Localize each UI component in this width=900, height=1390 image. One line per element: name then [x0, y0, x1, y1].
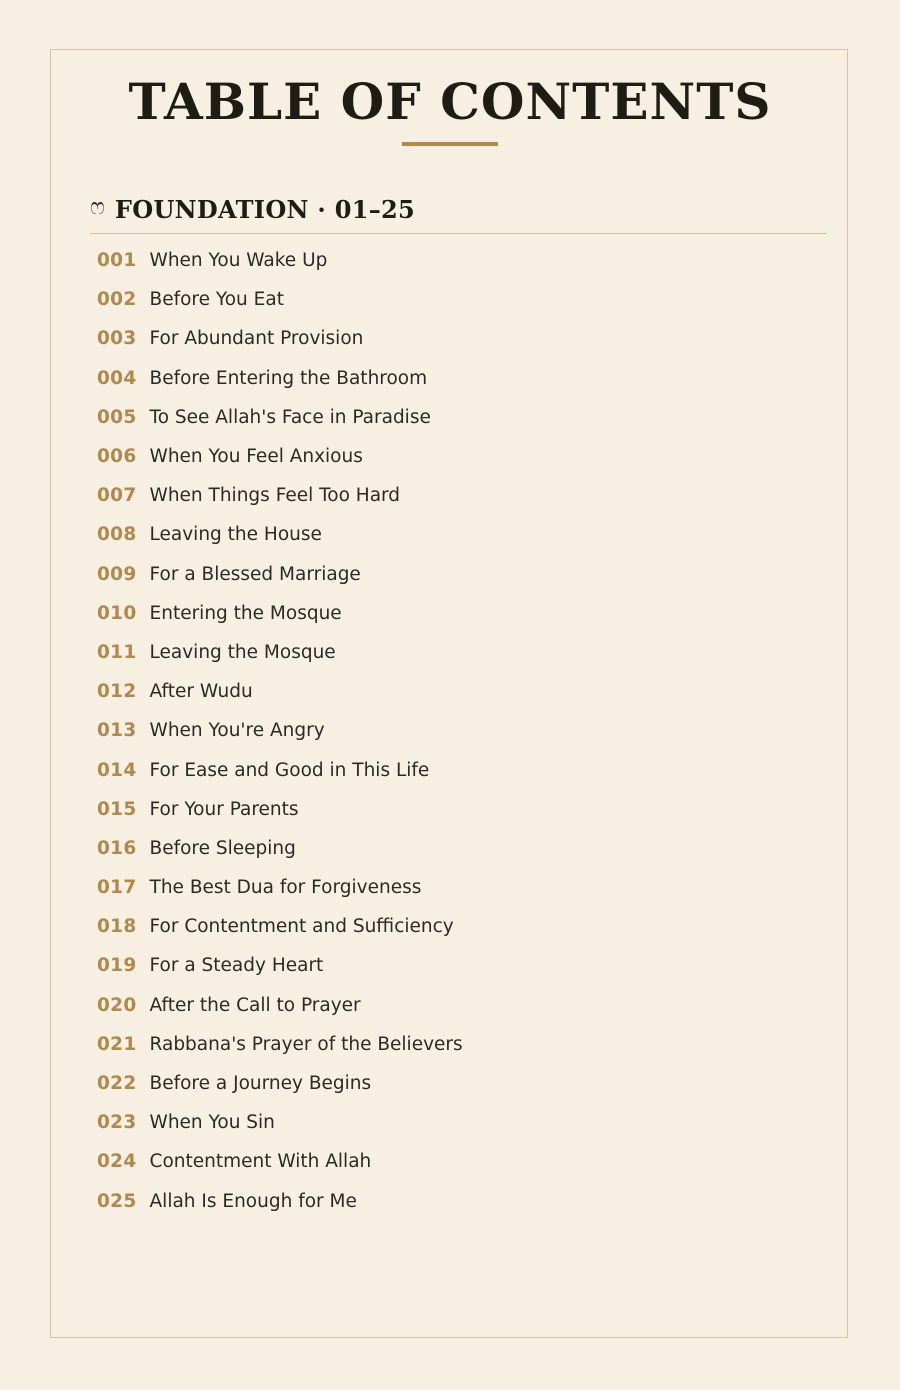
toc-entry-title: For Ease and Good in This Life [149, 759, 430, 781]
toc-entry[interactable] [97, 437, 463, 476]
toc-entry[interactable] [97, 280, 463, 319]
toc-entry[interactable] [97, 829, 463, 868]
toc-entry[interactable] [97, 1025, 463, 1064]
toc-entry[interactable] [97, 750, 463, 789]
toc-entry[interactable] [97, 555, 463, 594]
page-title: TABLE OF CONTENTS [128, 72, 772, 131]
toc-entry-title: After Wudu [149, 681, 253, 703]
toc-entry-number: 014 [97, 759, 137, 781]
toc-entry[interactable] [97, 790, 463, 829]
toc-entry-number: 007 [97, 485, 137, 507]
section-divider [90, 233, 827, 234]
toc-entry[interactable] [97, 711, 463, 750]
toc-entry-number: 017 [97, 877, 137, 899]
toc-entry-number: 006 [97, 446, 137, 468]
toc-entry-number: 020 [97, 994, 137, 1016]
toc-entry-number: 012 [97, 681, 137, 703]
toc-entry-number: 003 [97, 328, 137, 350]
toc-entry-number: 021 [97, 1033, 137, 1055]
toc-entry[interactable] [97, 359, 463, 398]
toc-entry[interactable] [97, 1142, 463, 1181]
toc-entry-number: 002 [97, 289, 137, 311]
toc-entry-number: 001 [97, 250, 137, 272]
toc-entry[interactable] [97, 398, 463, 437]
toc-entry-title: When You Feel Anxious [149, 446, 363, 468]
toc-entry-title: Allah Is Enough for Me [149, 1190, 357, 1212]
toc-entry[interactable] [97, 672, 463, 711]
toc-entry-number: 025 [97, 1190, 137, 1212]
toc-entry[interactable] [97, 241, 463, 280]
toc-entry-title: When You Wake Up [149, 250, 328, 272]
toc-entry-title: When Things Feel Too Hard [149, 485, 401, 507]
toc-entry[interactable] [97, 594, 463, 633]
toc-entry-title: Before You Eat [149, 289, 284, 311]
toc-list [97, 241, 463, 1221]
toc-entry[interactable] [97, 1182, 463, 1221]
title-underline [402, 142, 498, 146]
toc-entry-number: 011 [97, 641, 137, 663]
toc-entry-number: 013 [97, 720, 137, 742]
toc-entry-title: To See Allah's Face in Paradise [149, 406, 431, 428]
toc-entry-number: 010 [97, 602, 137, 624]
toc-entry-number: 015 [97, 798, 137, 820]
toc-entry-title: Contentment With Allah [149, 1151, 372, 1173]
toc-entry-number: 019 [97, 955, 137, 977]
toc-entry-number: 016 [97, 837, 137, 859]
toc-entry-title: For Contentment and Sufficiency [149, 916, 454, 938]
toc-entry-title: Before Sleeping [149, 837, 296, 859]
toc-entry-number: 023 [97, 1112, 137, 1134]
toc-entry[interactable] [97, 476, 463, 515]
toc-entry-title: When You're Angry [149, 720, 325, 742]
toc-entry-title: Entering the Mosque [149, 602, 342, 624]
toc-entry-title: The Best Dua for Forgiveness [149, 877, 422, 899]
toc-entry-title: For a Blessed Marriage [149, 563, 361, 585]
toc-entry-title: Leaving the House [149, 524, 322, 546]
toc-entry[interactable] [97, 319, 463, 358]
toc-entry-title: Rabbana's Prayer of the Believers [149, 1033, 463, 1055]
section-title: FOUNDATION · 01–25 [114, 194, 416, 224]
toc-entry-title: For Abundant Provision [149, 328, 364, 350]
toc-entry[interactable] [97, 633, 463, 672]
scroll-flourish-icon: ෆ [90, 195, 105, 220]
toc-entry[interactable] [97, 515, 463, 554]
toc-entry-title: Leaving the Mosque [149, 641, 336, 663]
toc-entry[interactable] [97, 946, 463, 985]
toc-entry[interactable] [97, 1064, 463, 1103]
toc-entry[interactable] [97, 986, 463, 1025]
toc-entry-title: For Your Parents [149, 798, 299, 820]
toc-entry[interactable] [97, 1103, 463, 1142]
toc-entry-title: For a Steady Heart [149, 955, 324, 977]
section-header [90, 192, 415, 226]
toc-entry-number: 008 [97, 524, 137, 546]
toc-entry-title: When You Sin [149, 1112, 275, 1134]
toc-entry-number: 004 [97, 367, 137, 389]
toc-entry-number: 005 [97, 406, 137, 428]
toc-entry-number: 024 [97, 1151, 137, 1173]
toc-entry-number: 009 [97, 563, 137, 585]
toc-entry-title: Before Entering the Bathroom [149, 367, 428, 389]
toc-entry-title: Before a Journey Begins [149, 1073, 372, 1095]
toc-entry-title: After the Call to Prayer [149, 994, 361, 1016]
toc-entry[interactable] [97, 868, 463, 907]
toc-entry[interactable] [97, 907, 463, 946]
toc-entry-number: 018 [97, 916, 137, 938]
toc-entry-number: 022 [97, 1073, 137, 1095]
